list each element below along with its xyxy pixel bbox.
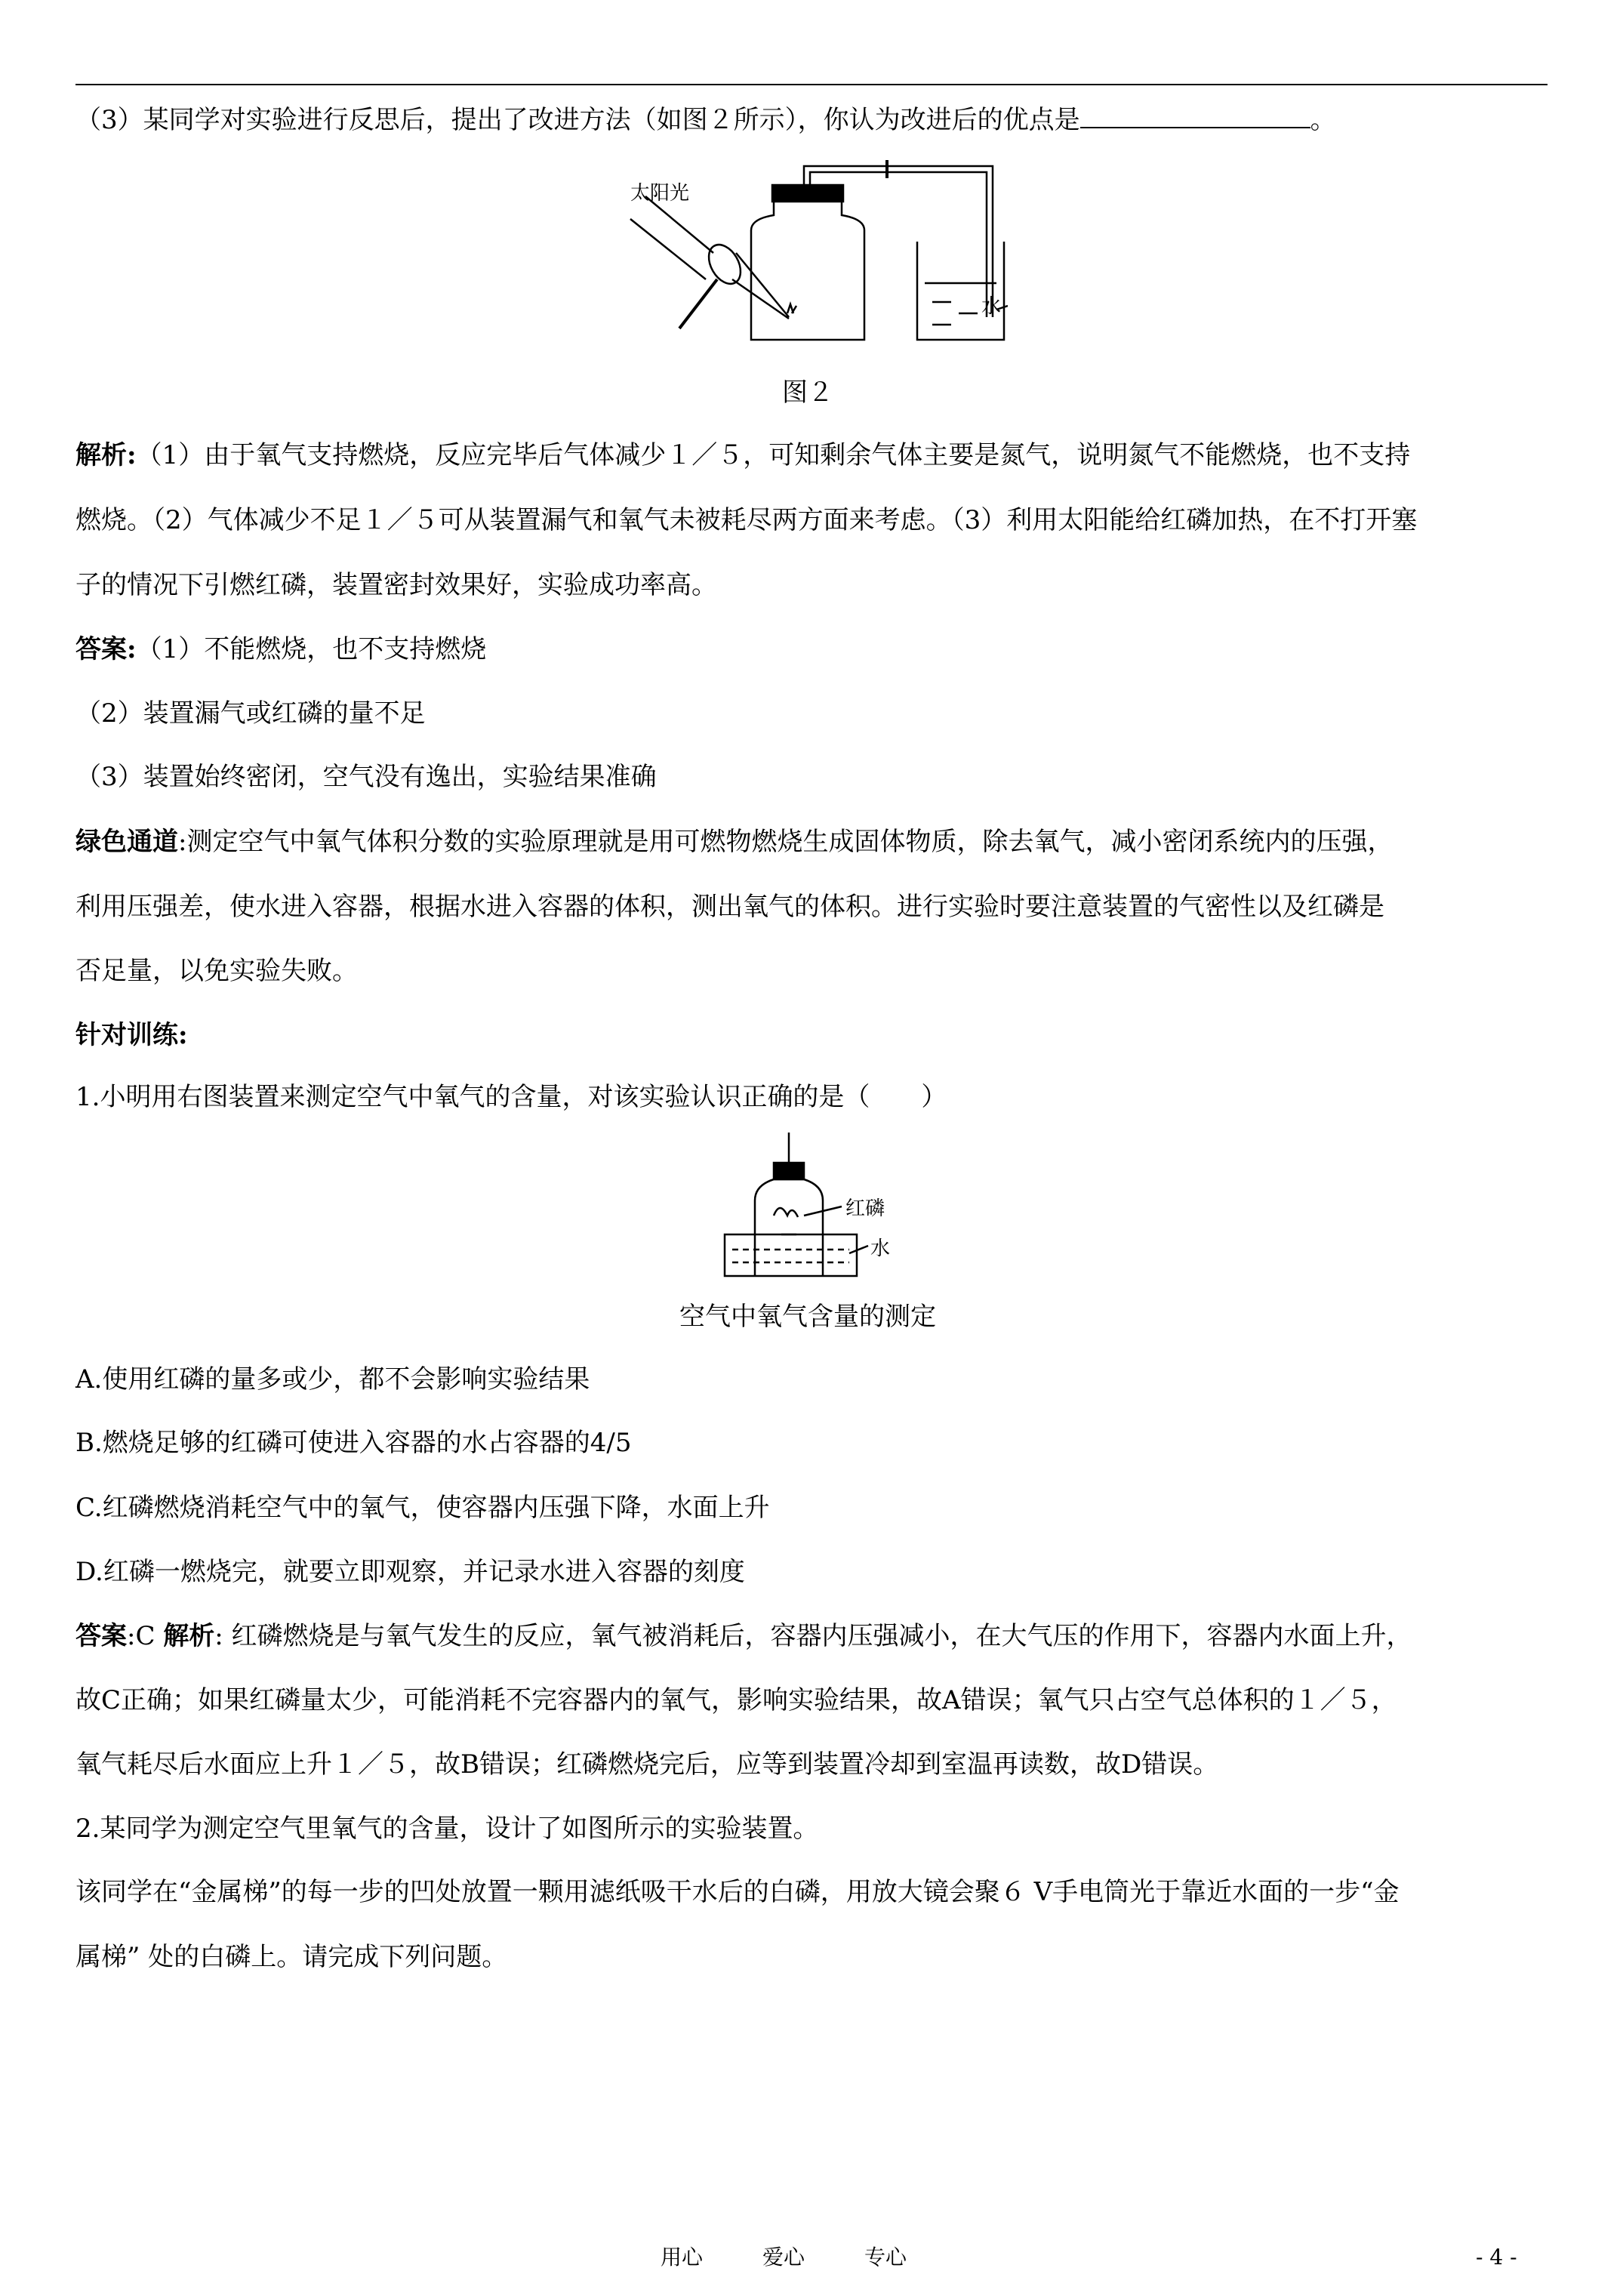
question-2-line-2: 属梯” 处的白磷上。请完成下列问题。 bbox=[75, 1942, 508, 1972]
magnifier-lens bbox=[702, 239, 747, 289]
label-water: 水 bbox=[981, 295, 1002, 318]
answer-label: 答案: bbox=[75, 634, 137, 664]
magnifier-handle bbox=[679, 279, 717, 328]
bell-jar-stopper bbox=[774, 1163, 804, 1179]
flask-bottle bbox=[751, 200, 864, 340]
header-rule bbox=[75, 84, 1548, 85]
sun-ray-line bbox=[630, 219, 706, 279]
label-water-q1: 水 bbox=[870, 1237, 891, 1260]
answer1-line-2: 故C正确；如果红磷量太少，可能消耗不完容器内的氧气，影响实验结果，故A错误；氧气只占空气总体积的１／５， bbox=[75, 1685, 1397, 1715]
figure-q1-caption: 空气中氧气含量的测定 bbox=[679, 1302, 936, 1332]
page-number: - 4 - bbox=[1476, 2245, 1517, 2270]
focused-ray-line bbox=[732, 279, 789, 319]
answer1-value: :C bbox=[127, 1621, 164, 1651]
option-d: D.红磷一燃烧完，就要立即观察，并记录水进入容器的刻度 bbox=[75, 1557, 745, 1587]
answer-line-3: （3）装置始终密闭，空气没有逸出，实验结果准确 bbox=[75, 762, 657, 792]
answer1-line-3: 氧气耗尽后水面应上升１／５，故B错误；红磷燃烧完后，应等到装置冷却到室温再读数，故D错误。 bbox=[75, 1749, 1219, 1780]
figure-q1 bbox=[721, 1133, 932, 1284]
answer-line-2: （2）装置漏气或红磷的量不足 bbox=[75, 698, 426, 729]
training-label: 针对训练: bbox=[75, 1020, 188, 1050]
green-label: 绿色通道 bbox=[75, 827, 178, 857]
figure-2-caption: 图２ bbox=[782, 378, 833, 408]
analysis-line-3: 子的情况下引燃红磷，装置密封效果好，实验成功率高。 bbox=[75, 570, 717, 600]
figure-2 bbox=[615, 159, 1008, 359]
q3-answer-blank bbox=[1080, 104, 1310, 128]
green-line-1 bbox=[75, 824, 1393, 859]
footer-motto-1: 用心 bbox=[661, 2245, 704, 2270]
answer-text-1: （1）不能燃烧，也不支持燃烧 bbox=[136, 634, 487, 664]
analysis-line-1 bbox=[75, 438, 1410, 473]
water-pointer bbox=[849, 1246, 868, 1253]
green-line-2: 利用压强差，使水进入容器，根据水进入容器的体积，测出氧气的体积。进行实验时要注意装置的气密性以及红磷是 bbox=[75, 892, 1384, 922]
option-c: C.红磷燃烧消耗空气中的氧气，使容器内压强下降，水面上升 bbox=[75, 1493, 770, 1523]
q3-line bbox=[75, 103, 1336, 137]
analysis-line-2: 燃烧。（2）气体减少不足１／５可从装置漏气和氧气未被耗尽两方面来考虑。（3）利用太阳能给红磷加热，在不打开塞 bbox=[75, 505, 1418, 535]
answer-line-1 bbox=[75, 632, 486, 667]
bottle-stopper bbox=[772, 185, 843, 202]
water-trough bbox=[725, 1234, 857, 1276]
option-b: B.燃烧足够的红磷可使进入容器的水占容器的4/5 bbox=[75, 1428, 632, 1458]
answer1-text-1: : 红磷燃烧是与氧气发生的反应，氧气被消耗后，容器内压强减小，在大气压的作用下，容器内水面上升， bbox=[214, 1621, 1412, 1651]
answer1-analysis-label: 解析 bbox=[163, 1621, 215, 1651]
q3-suffix: 。 bbox=[1310, 105, 1336, 135]
answer1-label: 答案 bbox=[75, 1621, 127, 1651]
footer-motto-3: 专心 bbox=[864, 2245, 907, 2270]
analysis-label: 解析: bbox=[75, 440, 137, 470]
question-1: 1.小明用右图装置来测定空气中氧气的含量，对该实验认识正确的是（ ） bbox=[75, 1082, 947, 1112]
label-red-phosphorus: 红磷 bbox=[845, 1197, 885, 1220]
green-text-1: :测定空气中氧气体积分数的实验原理就是用可燃物燃烧生成固体物质，除去氧气，减小密闭系统内的压强， bbox=[178, 827, 1394, 857]
green-line-3: 否足量，以免实验失败。 bbox=[75, 956, 358, 986]
footer-motto-2: 爱心 bbox=[762, 2245, 805, 2270]
analysis-text-1: （1）由于氧气支持燃烧，反应完毕后气体减少１／５，可知剩余气体主要是氮气，说明氮气不能燃烧，也不支持 bbox=[136, 440, 1411, 470]
answer1-line-1 bbox=[75, 1619, 1412, 1653]
question-2-line-1: 该同学在“金属梯”的每一步的凹处放置一颗用滤纸吸干水后的白磷，用放大镜会聚６ V手电筒光于靠近水面的一步“金 bbox=[75, 1877, 1400, 1907]
q3-prefix: （3）某同学对实验进行反思后，提出了改进方法（如图２所示），你认为改进后的优点是 bbox=[75, 105, 1080, 135]
figure-q1-diagram bbox=[721, 1133, 932, 1284]
red-phosphorus-mark bbox=[787, 304, 796, 313]
label-sunlight: 太阳光 bbox=[630, 182, 690, 205]
focused-ray-line bbox=[736, 253, 789, 317]
option-a: A.使用红磷的量多或少，都不会影响实验结果 bbox=[75, 1364, 590, 1395]
question-2: 2.某同学为测定空气里氧气的含量，设计了如图所示的实验装置。 bbox=[75, 1814, 819, 1844]
flame-mark bbox=[774, 1208, 798, 1217]
